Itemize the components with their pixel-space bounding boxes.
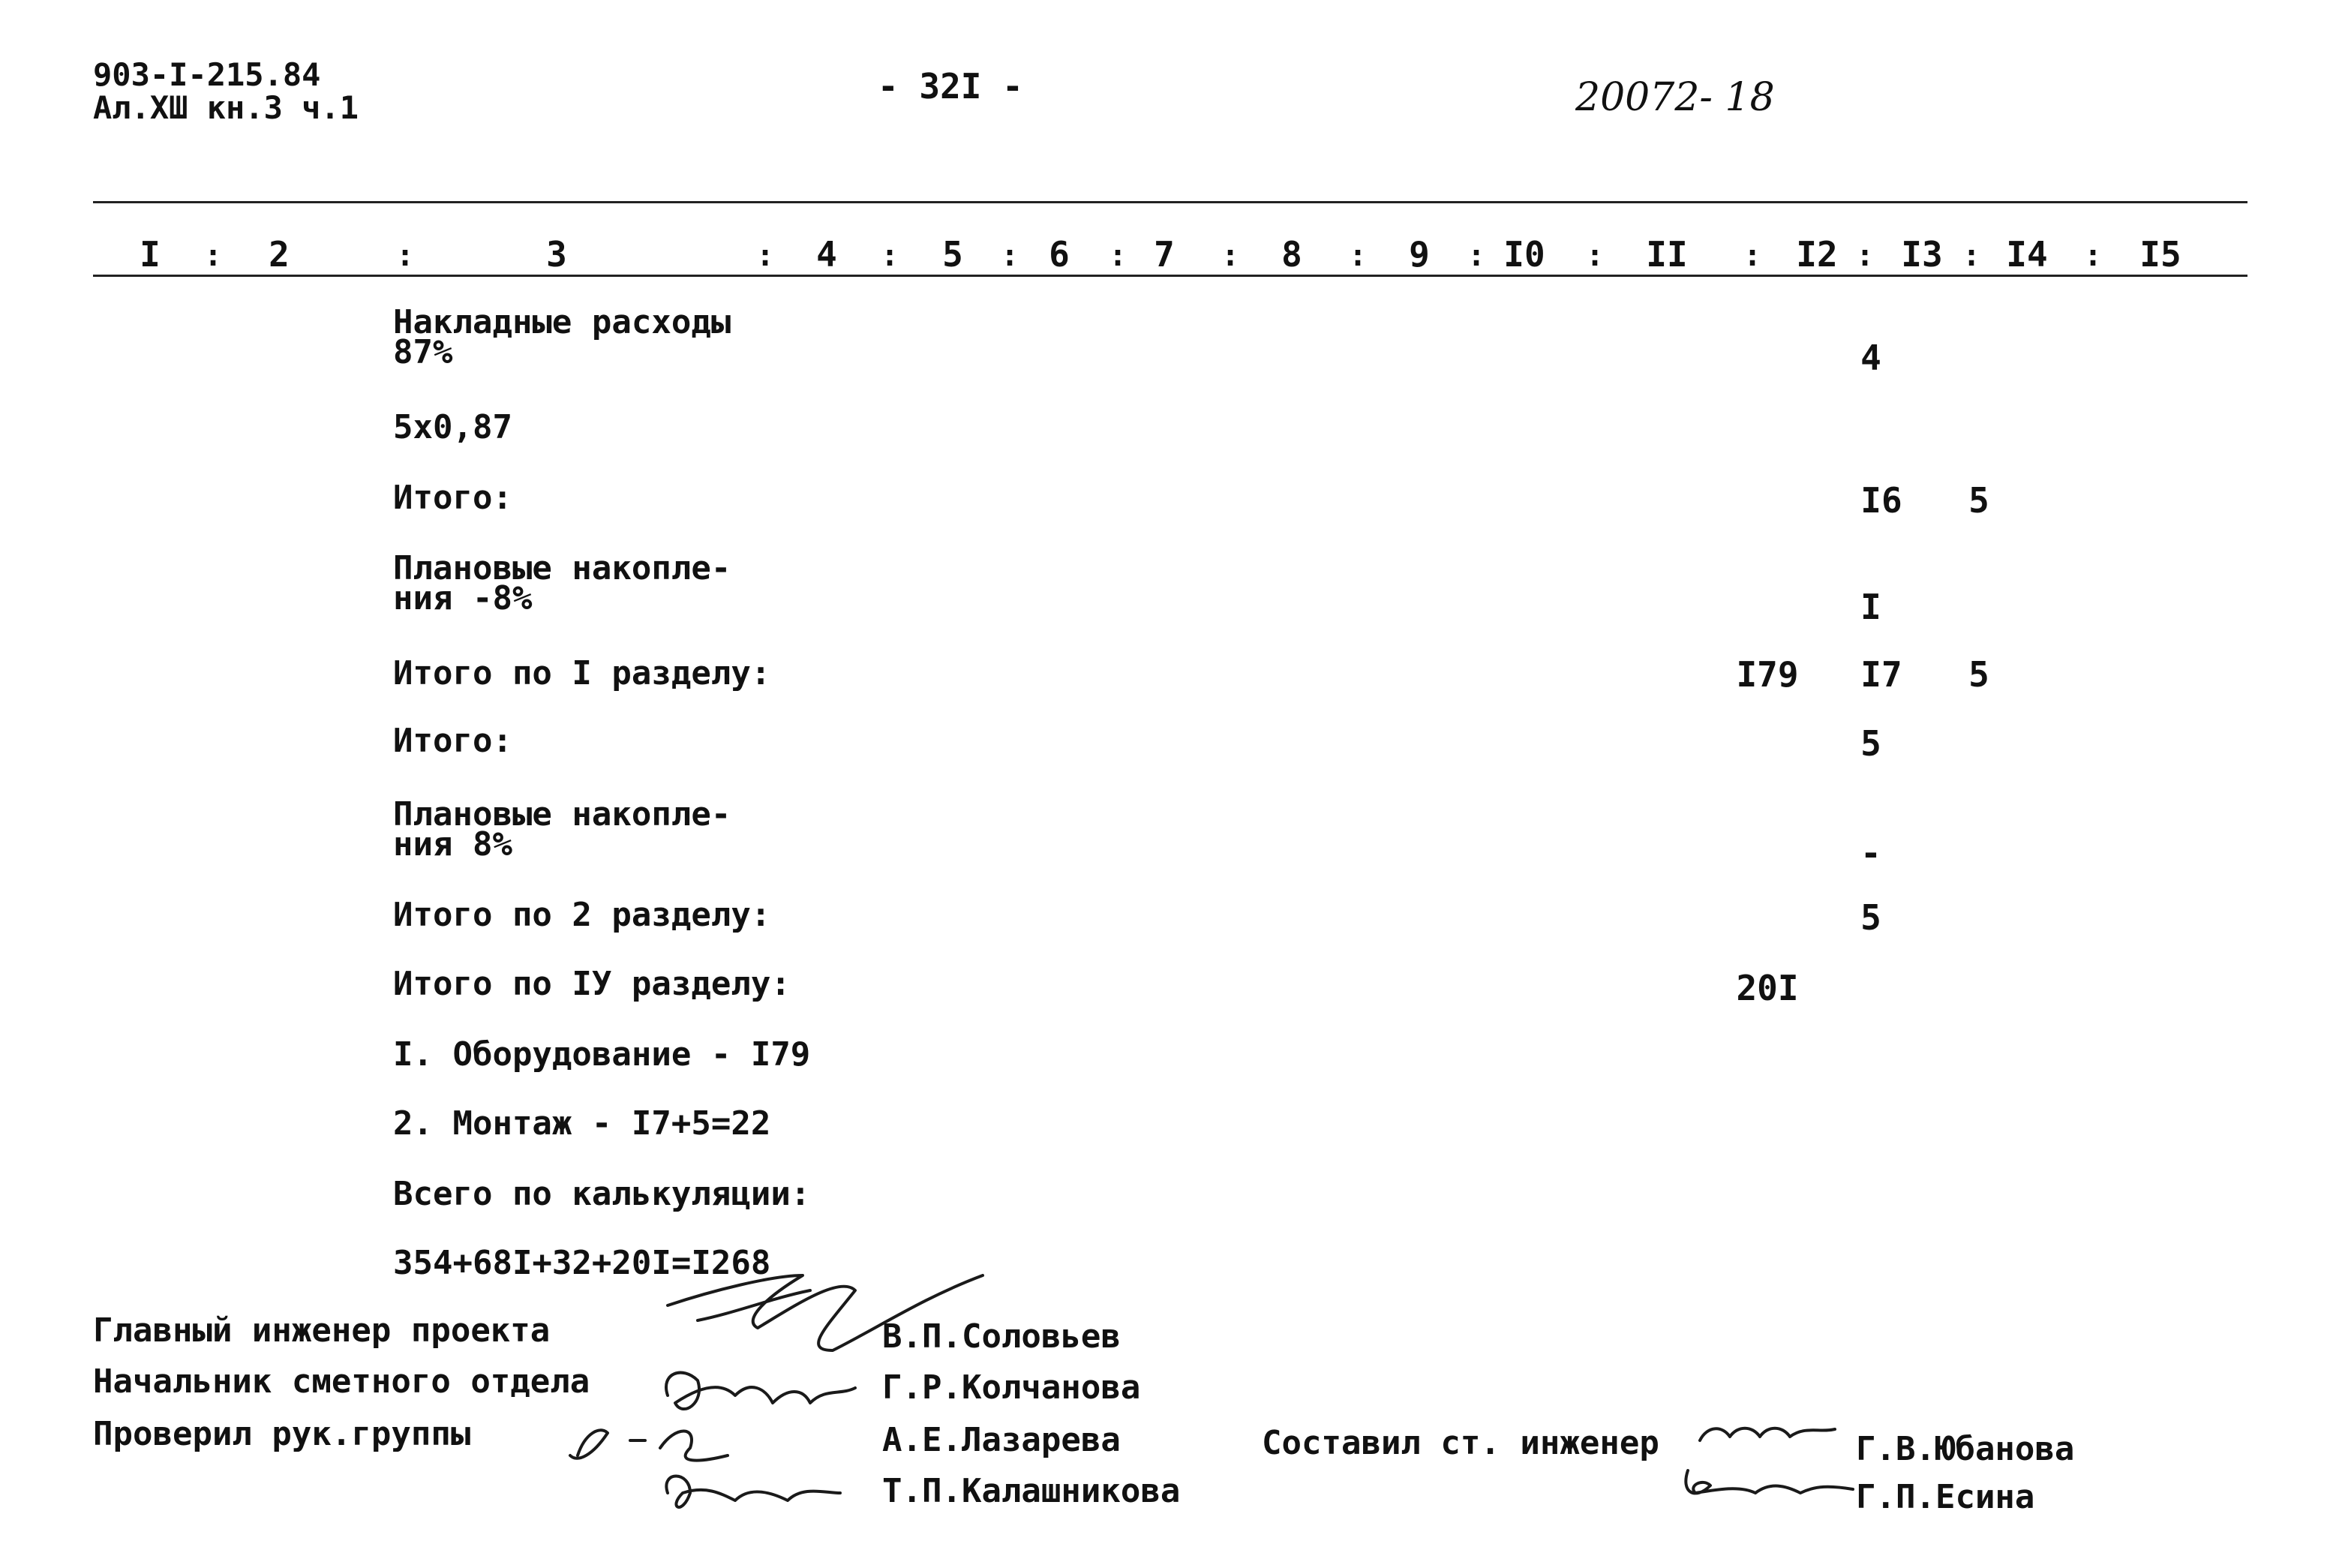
table-row-label <box>393 1175 811 1213</box>
cell-col-13: I <box>1860 587 1881 627</box>
table-row-label <box>393 1035 811 1074</box>
table-row-label <box>393 654 771 692</box>
row-label-line1: Итого по I разделу: <box>393 654 771 692</box>
row-label-line1: 354+68I+32+20I=I268 <box>393 1244 771 1282</box>
column-separator: : <box>1962 239 1981 273</box>
row-label-line1: 2. Монтаж - I7+5=22 <box>393 1104 771 1143</box>
row-label-line1: Всего по калькуляции: <box>393 1175 811 1213</box>
row-label-line1: Плановые накопле- <box>393 795 731 834</box>
document-code-line2: Ал.XШ кн.3 ч.1 <box>93 89 359 126</box>
page-number: - 32I - <box>878 66 1023 107</box>
table-row-label <box>393 896 771 934</box>
table-row-label <box>393 408 512 446</box>
group-checker-signature2-mark <box>653 1463 848 1523</box>
column-number: 5 <box>942 234 963 275</box>
column-separator: : <box>203 239 223 273</box>
row-label-line1: Итого по 2 разделу: <box>393 896 771 934</box>
column-separator: : <box>755 239 775 273</box>
table-row-label <box>393 479 512 517</box>
column-number: I0 <box>1503 234 1545 275</box>
column-number: I4 <box>2006 234 2048 275</box>
top-rule <box>93 201 2247 203</box>
table-row-label <box>393 549 731 617</box>
compiler-name: Г.В.Юбанова <box>1856 1430 2075 1468</box>
row-label-line1: 5x0,87 <box>393 408 512 446</box>
document-code <box>93 56 359 126</box>
row-label-line1: Итого по IУ разделу: <box>393 965 791 1003</box>
row-label-line1: Итого: <box>393 722 512 760</box>
cell-col-12: 20I <box>1736 968 1799 1008</box>
row-label-line1: Накладные расходы <box>393 303 731 341</box>
column-number: 9 <box>1409 234 1430 275</box>
chief-engineer-signature-mark <box>653 1245 998 1358</box>
chief-engineer-title: Главный инженер проекта <box>93 1311 551 1350</box>
estimate-head-title: Начальник сметного отдела <box>93 1362 590 1401</box>
column-separator: : <box>1585 239 1605 273</box>
table-row-label <box>393 1104 771 1143</box>
row-label-line1: Итого: <box>393 479 512 517</box>
row-label-line2: ния -8% <box>393 579 533 617</box>
table-row-label <box>393 303 731 371</box>
column-separator: : <box>880 239 899 273</box>
column-separator: : <box>1000 239 1019 273</box>
column-number: I3 <box>1901 234 1943 275</box>
table-row-label <box>393 965 791 1003</box>
cell-col-12: I79 <box>1736 654 1799 695</box>
column-separator: : <box>1743 239 1762 273</box>
group-checker-signature-mark <box>548 1410 743 1470</box>
column-separator: : <box>1221 239 1240 273</box>
cell-col-13: 5 <box>1860 723 1881 764</box>
table-row-label <box>393 722 512 760</box>
cell-col-13: I7 <box>1860 654 1902 695</box>
document-code-line1: 903-I-215.84 <box>93 56 321 93</box>
compiler-signature2-mark <box>1673 1455 1860 1508</box>
row-label-line1: Плановые накопле- <box>393 549 731 587</box>
column-number: I2 <box>1796 234 1838 275</box>
cell-col-14: 5 <box>1968 654 1989 695</box>
column-number: 4 <box>816 234 837 275</box>
compiler-signature-mark <box>1692 1410 1842 1455</box>
column-separator: : <box>2083 239 2103 273</box>
column-separator: : <box>395 239 415 273</box>
document-number: 20072- 18 <box>1575 75 1775 120</box>
column-number: 2 <box>269 234 290 275</box>
cell-col-13: 5 <box>1860 897 1881 938</box>
compiler-name2: Г.П.Есина <box>1856 1478 2035 1516</box>
cell-col-13: - <box>1860 833 1881 873</box>
cell-col-13: 4 <box>1860 338 1881 378</box>
chief-engineer-name: В.П.Соловьев <box>882 1317 1121 1356</box>
cell-col-13: I6 <box>1860 480 1902 521</box>
row-label-line2: ния 8% <box>393 825 512 864</box>
column-separator: : <box>1108 239 1127 273</box>
column-number: 8 <box>1281 234 1302 275</box>
group-checker-name: А.Е.Лазарева <box>882 1421 1121 1459</box>
column-separator: : <box>1855 239 1875 273</box>
column-number: 6 <box>1049 234 1070 275</box>
estimate-head-name: Г.Р.Колчанова <box>882 1368 1141 1407</box>
row-label-line2: 87% <box>393 333 453 371</box>
column-separator: : <box>1467 239 1486 273</box>
compiler-title: Составил ст. инженер <box>1262 1424 1659 1462</box>
row-label-line1: I. Оборудование - I79 <box>393 1035 811 1074</box>
table-row-label <box>393 795 731 864</box>
cell-col-14: 5 <box>1968 480 1989 521</box>
group-checker-title: Проверил рук.группы <box>93 1415 471 1453</box>
column-number: I5 <box>2139 234 2181 275</box>
column-number: I <box>140 234 161 275</box>
header-rule <box>93 275 2247 277</box>
group-checker-name2: Т.П.Калашникова <box>882 1472 1181 1510</box>
column-separator: : <box>1348 239 1368 273</box>
column-number: 3 <box>546 234 567 275</box>
column-number: 7 <box>1154 234 1175 275</box>
column-number: II <box>1646 234 1688 275</box>
